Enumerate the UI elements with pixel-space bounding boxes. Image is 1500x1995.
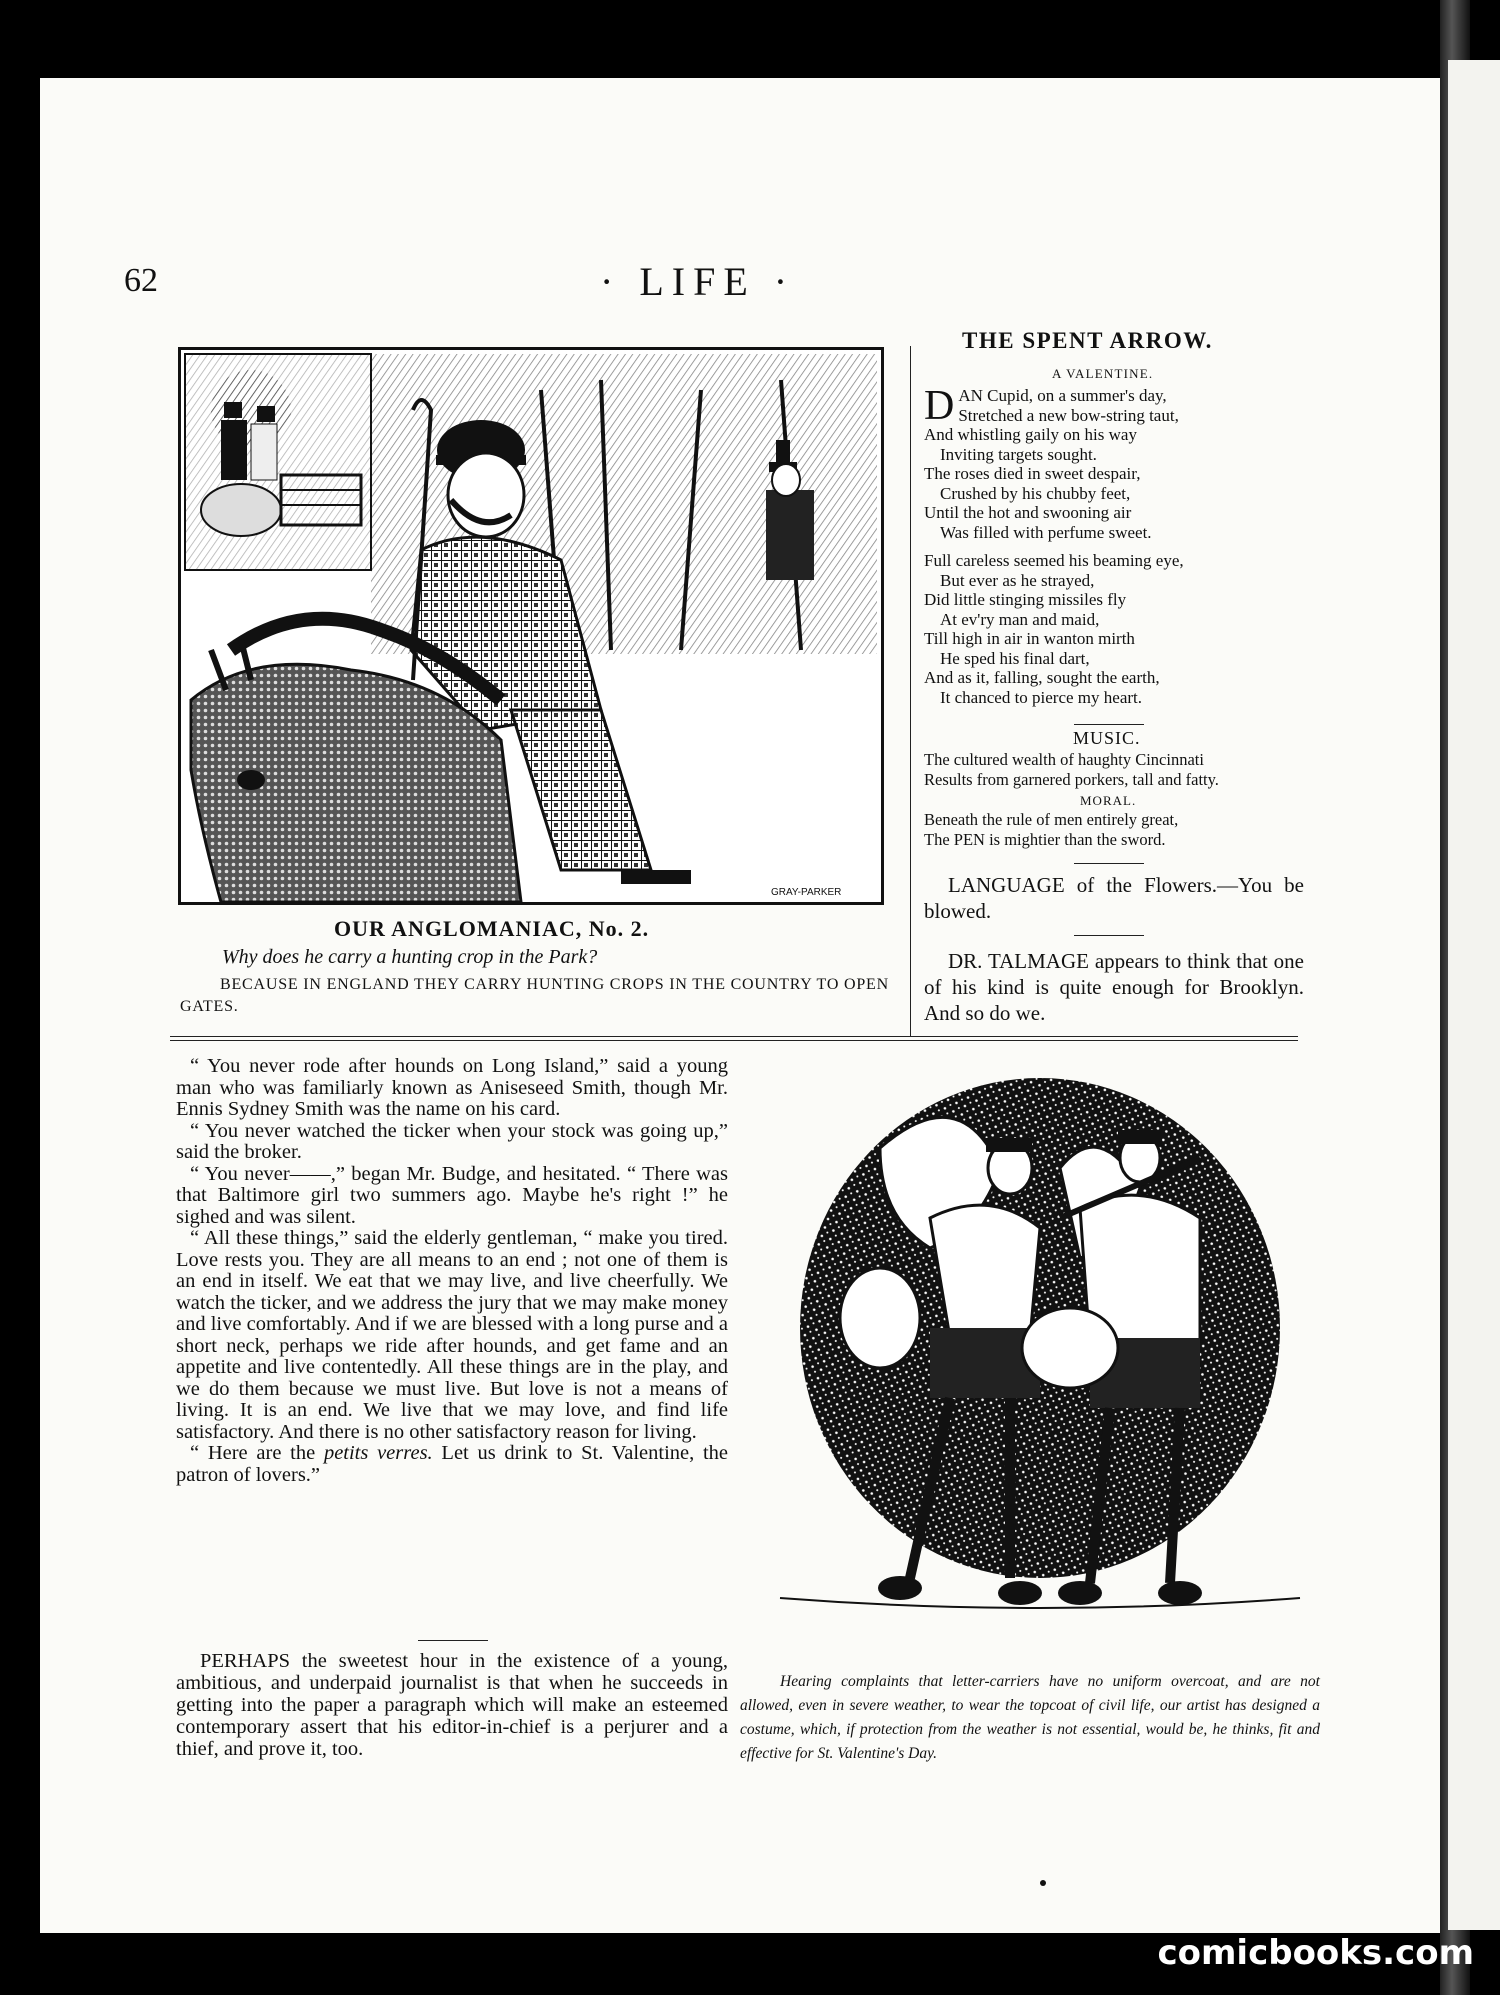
section-rule bbox=[170, 1040, 1298, 1041]
poem-line: At ev'ry man and maid, bbox=[940, 609, 1100, 629]
story-paragraph: “ You never rode after hounds on Long Island,” said a young man who was familiarly known as Aniseseed Smith, though Mr. Ennis Sydney Smith was the name on his card. bbox=[176, 1055, 728, 1120]
moral-line: Beneath the rule of men entirely great, bbox=[924, 810, 1179, 829]
divider-rule bbox=[418, 1640, 488, 1641]
story-paragraph bbox=[176, 1443, 728, 1486]
moral-verse bbox=[924, 810, 1314, 850]
story-paragraph: “ You never——,” began Mr. Budge, and hesitated. “ There was that Baltimore girl two summers ago. Maybe he's right !” he sighed and was silent. bbox=[176, 1162, 728, 1228]
poem-line: He sped his final dart, bbox=[940, 648, 1090, 668]
section-rule bbox=[170, 1036, 1298, 1037]
divider-rule bbox=[1074, 724, 1144, 725]
language-of-flowers bbox=[924, 872, 1304, 924]
poem-title: THE SPENT ARROW. bbox=[962, 328, 1213, 353]
cartoon-caption: Hearing complaints that letter-carriers have no uniform overcoat, and are not allowed, even in severe weather, to wear the topcoat of civil life, our artist has designed a costume, which, if protection from the weather is not essential, would be, he thinks, fit and effective for St. Valentine's Day. bbox=[740, 1673, 1320, 1762]
text-span: “ Here are the bbox=[190, 1442, 324, 1464]
poem-line: Did little stinging missiles fly bbox=[924, 590, 1127, 609]
poem-subtitle: A VALENTINE. bbox=[1052, 366, 1154, 381]
drop-cap: D bbox=[924, 383, 955, 429]
artist-signature: GRAY-PARKER bbox=[771, 887, 842, 898]
poem-line: Until the hot and swooning air bbox=[924, 503, 1132, 522]
lead-word: PERHAPS bbox=[200, 1650, 291, 1672]
lead-word: DR. TALMAGE bbox=[948, 949, 1089, 973]
divider-rule bbox=[1074, 863, 1144, 864]
letter-carriers-cartoon bbox=[760, 1058, 1320, 1638]
poem-line: The roses died in sweet despair, bbox=[924, 464, 1141, 483]
anglomaniac-illustration bbox=[178, 347, 884, 905]
poem-line: It chanced to pierce my heart. bbox=[940, 687, 1143, 707]
story-column bbox=[176, 1056, 728, 1486]
paragraph-text: the sweetest hour in the existence of a young, ambitious, and underpaid journalist is that when he succeeds in getting into the paper a paragraph which will make an esteemed contemporary assert that his editor-in-chief is a perjurer and a thief, and prove it, too. bbox=[176, 1650, 728, 1760]
text-span: Let us drink to St. Valentine, the patron of lovers.” bbox=[176, 1442, 729, 1486]
story-paragraph: “ All these things,” said the elderly gentleman, “ make you tired. Love rests you. They are all means to an end ; not one of them is an end in itself. We eat that we may live, and live cheerfully. We watch the ticker, and we address the jury that we may make money and live comfortably. And if we are blessed with a long purse and a short neck, perhaps we ride after hounds, and get fame and an appetite and live contentedly. All these things are in the play, and we do them because we must live. But love is not a means of living. It is an end. We live that we may love, and find life satisfactory. And there is no other satisfactory reason for living. bbox=[176, 1227, 729, 1443]
poem-body bbox=[924, 383, 1304, 707]
poem-line: And whistling gaily on his way bbox=[924, 425, 1137, 444]
talmage-paragraph bbox=[924, 948, 1304, 1026]
column-rule bbox=[910, 346, 911, 1036]
lead-word: LANGUAGE bbox=[948, 873, 1065, 897]
poem-line: Crushed by his chubby feet, bbox=[940, 483, 1131, 503]
poem-line: Inviting targets sought. bbox=[940, 444, 1097, 464]
poem-line: Till high in air in wanton mirth bbox=[924, 629, 1135, 648]
story-paragraph: “ You never watched the ticker when your stock was going up,” said the broker. bbox=[176, 1119, 728, 1163]
paragraph-text: of the Flowers.—You be blowed. bbox=[924, 873, 1304, 923]
poem-line: But ever as he strayed, bbox=[940, 570, 1095, 590]
masthead: · LIFE · bbox=[600, 259, 796, 304]
anglomaniac-answer: BECAUSE IN ENGLAND THEY CARRY HUNTING CROPS IN THE COUNTRY TO OPEN GATES. bbox=[180, 976, 889, 1015]
site-watermark: comicbooks.com bbox=[1157, 1933, 1474, 1973]
page-number: 62 bbox=[124, 262, 158, 299]
poem-line: Stretched a new bow-string taut, bbox=[958, 405, 1179, 425]
italic-phrase: petits verres. bbox=[323, 1442, 433, 1464]
divider-rule bbox=[1074, 935, 1144, 936]
poem-line: Was filled with perfume sweet. bbox=[940, 522, 1152, 542]
ink-speck bbox=[1040, 1880, 1046, 1886]
moral-title: MORAL. bbox=[1080, 793, 1137, 808]
paragraph-text: appears to think that one of his kind is quite enough for Brooklyn. And so do we. bbox=[924, 949, 1304, 1025]
poem-line: Full careless seemed his beaming eye, bbox=[924, 551, 1184, 570]
poem-line: And as it, falling, sought the earth, bbox=[924, 668, 1160, 687]
moral-line: The PEN is mightier than the sword. bbox=[924, 830, 1166, 849]
music-verse bbox=[924, 750, 1314, 790]
anglomaniac-question: Why does he carry a hunting crop in the Park? bbox=[222, 946, 598, 968]
perhaps-paragraph bbox=[176, 1650, 728, 1760]
music-title: MUSIC. bbox=[1073, 728, 1141, 748]
poem-line: AN Cupid, on a summer's day, bbox=[958, 386, 1167, 405]
next-page-edge bbox=[1448, 60, 1500, 1930]
anglomaniac-title: OUR ANGLOMANIAC, No. 2. bbox=[334, 916, 650, 941]
music-line: Results from garnered porkers, tall and fatty. bbox=[924, 770, 1219, 789]
music-line: The cultured wealth of haughty Cincinnati bbox=[924, 750, 1204, 769]
